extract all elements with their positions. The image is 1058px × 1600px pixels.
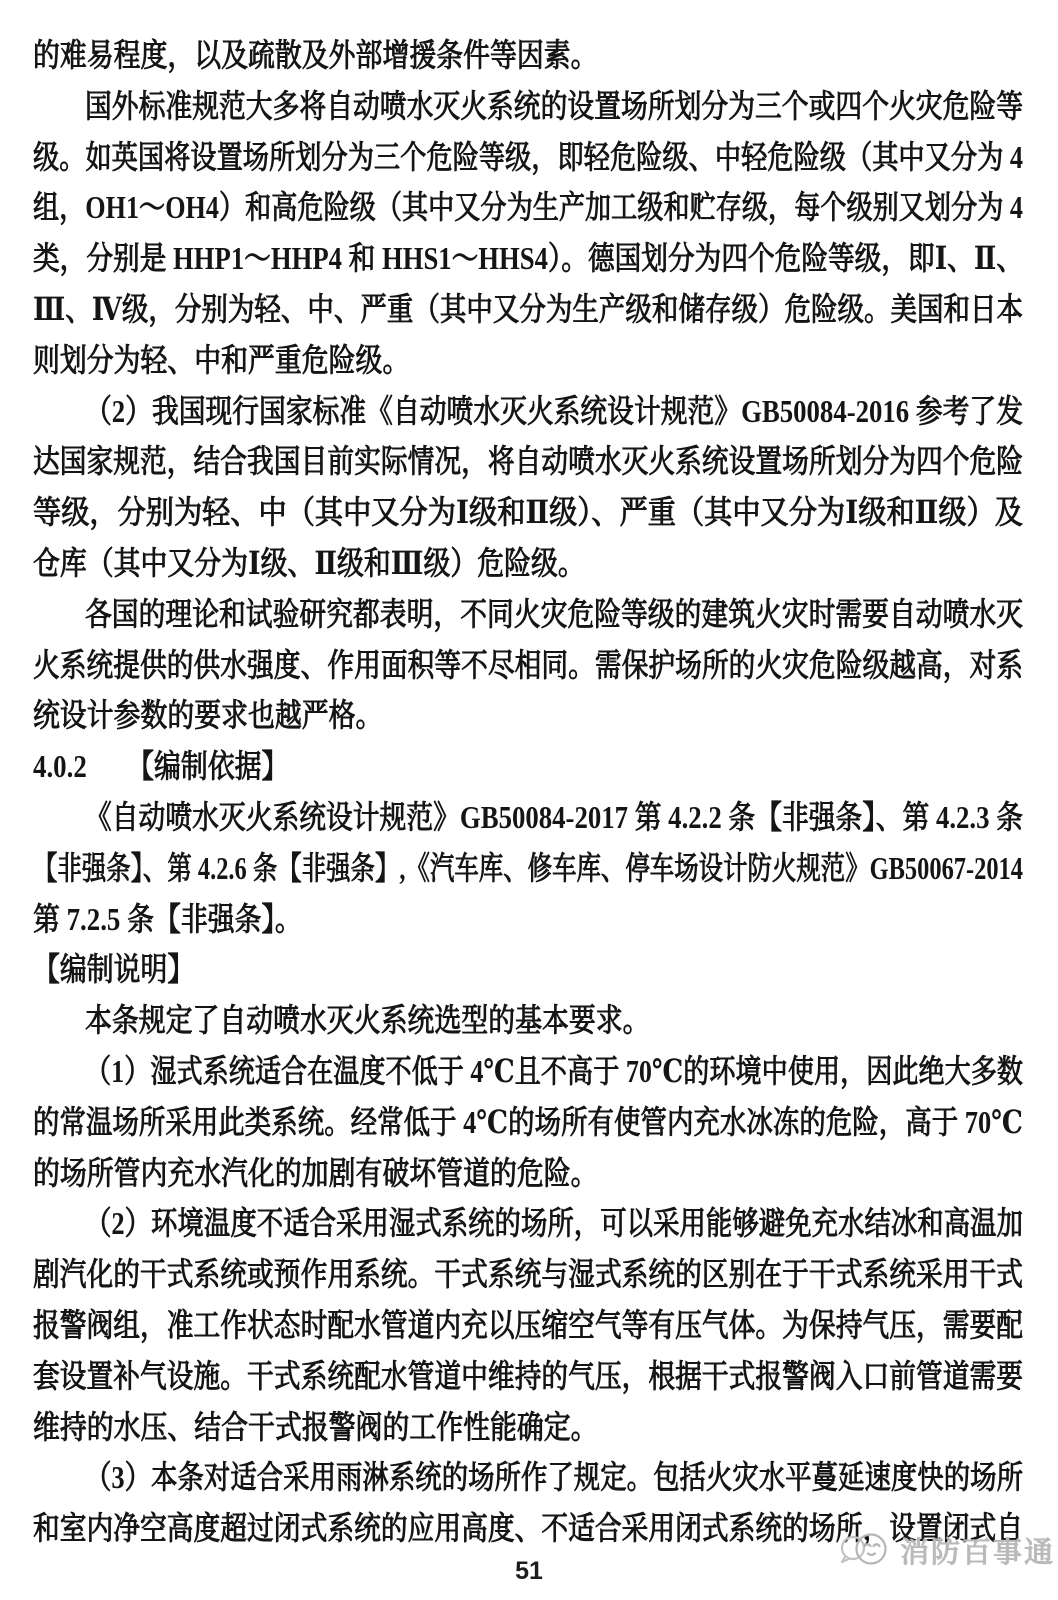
text-line (33, 1148, 1023, 1199)
text-line (33, 436, 1023, 487)
text-line (33, 132, 1023, 183)
text-line (33, 538, 1023, 589)
text-line (33, 284, 1023, 335)
text-line (33, 386, 1023, 437)
text-content (33, 30, 1023, 1554)
text-line-content: 维持的水压、结合干式报警阀的工作性能确定。 (33, 1408, 598, 1445)
text-line (33, 30, 1023, 81)
text-line (33, 1046, 1023, 1097)
text-line-content: 各国的理论和试验研究都表明，不同火灾危险等级的建筑火灾时需要自动喷水灭 (85, 595, 1023, 632)
text-line-content: 组，OH1～OH4）和高危险级（其中又分为生产加工级和贮存级，每个级别又划分为 4 (33, 189, 1023, 226)
text-line-content: 【非强条】、第 4.2.6 条【非强条】,《汽车库、修车库、停车场设计防火规范》GB50067-2014 (33, 849, 1023, 886)
text-line (33, 843, 1023, 894)
text-line-content: 达国家规范，结合我国目前实际情况，将自动喷水灭火系统设置场所划分为四个危险 (33, 443, 1023, 480)
text-line (33, 894, 1023, 945)
text-line-content: 【编制说明】 (33, 951, 195, 988)
text-line (33, 1300, 1023, 1351)
text-line-content: 第 7.2.5 条【非强条】。 (33, 900, 302, 937)
text-line (33, 741, 1023, 792)
text-line-content: 报警阀组，准工作状态时配水管道内充以压缩空气等有压气体。为保持气压，需要配 (33, 1306, 1023, 1343)
text-line-content: 4.0.2 【编制依据】 (33, 748, 289, 785)
text-line (33, 487, 1023, 538)
text-line-content: 套设置补气设施。干式系统配水管道中维持的气压，根据干式报警阀入口前管道需要 (33, 1357, 1023, 1394)
text-line (33, 233, 1023, 284)
text-line-content: （3）本条对适合采用雨淋系统的场所作了规定。包括火灾水平蔓延速度快的场所 (85, 1459, 1023, 1496)
text-line (33, 995, 1023, 1046)
watermark-text: 消防百事通 (900, 1536, 1056, 1569)
text-line (33, 690, 1023, 741)
text-line-content: 和室内净空高度超过闭式系统的应用高度、不适合采用闭式系统的场所，设置闭式自 (33, 1510, 1023, 1547)
text-line (33, 1452, 1023, 1503)
page-number: 51 (515, 1557, 543, 1585)
text-line-content: 等级，分别为轻、中（其中又分为Ⅰ级和Ⅱ级）、严重（其中又分为Ⅰ级和Ⅱ级）及 (33, 494, 1023, 531)
text-line-content: 剧汽化的干式系统或预作用系统。干式系统与湿式系统的区别在于干式系统采用干式 (33, 1256, 1023, 1293)
text-line-content: 火系统提供的供水强度、作用面积等不尽相同。需保护场所的火灾危险级越高，对系 (33, 646, 1023, 683)
text-line-content: 的场所管内充水汽化的加剧有破坏管道的危险。 (33, 1154, 598, 1191)
text-line-content: 的难易程度，以及疏散及外部增援条件等因素。 (33, 37, 598, 73)
text-line (33, 640, 1023, 691)
text-line (33, 1351, 1023, 1402)
text-line-content: 级。如英国将设置场所划分为三个危险等级，即轻危险级、中轻危险级（其中又分为 4 (33, 138, 1023, 175)
text-line (33, 1402, 1023, 1453)
text-line (33, 1097, 1023, 1148)
text-line (33, 944, 1023, 995)
text-line (33, 1198, 1023, 1249)
text-line (33, 182, 1023, 233)
text-line-content: （1）湿式系统适合在温度不低于 4℃且不高于 70℃的环境中使用，因此绝大多数 (85, 1052, 1023, 1089)
text-line-content: 国外标准规范大多将自动喷水灭火系统的设置场所划分为三个或四个火灾危险等 (85, 87, 1023, 124)
text-line-content: Ⅲ、Ⅳ级，分别为轻、中、严重（其中又分为生产级和储存级）危险级。美国和日本 (33, 290, 1023, 327)
text-line (33, 792, 1023, 843)
text-line (33, 1503, 1023, 1554)
text-line-content: （2）我国现行国家标准《自动喷水灭火系统设计规范》GB50084-2016 参考了发 (85, 392, 1023, 429)
text-line (33, 335, 1023, 386)
text-line-content: 统设计参数的要求也越严格。 (33, 697, 383, 734)
text-line-content: 则划分为轻、中和严重危险级。 (33, 341, 410, 378)
text-line-content: 的常温场所采用此类系统。经常低于 4℃的场所有使管内充水冰冻的危险，高于 70℃ (33, 1103, 1023, 1140)
text-line-content: 《自动喷水灭火系统设计规范》GB50084-2017 第 4.2.2 条【非强条】、第 4.2.3 条 (85, 798, 1023, 835)
text-line (33, 81, 1023, 132)
text-line-content: 仓库（其中又分为Ⅰ级、Ⅱ级和Ⅲ级）危险级。 (33, 544, 585, 581)
text-line-content: 本条规定了自动喷水灭火系统选型的基本要求。 (85, 1002, 650, 1039)
text-line-content: （2）环境温度不适合采用湿式系统的场所，可以采用能够避免充水结冰和高温加 (85, 1205, 1023, 1242)
text-line-content: 类，分别是 HHP1～HHP4 和 HHS1～HHS4）。德国划分为四个危险等级，即Ⅰ、Ⅱ、 (33, 240, 1023, 277)
text-line (33, 589, 1023, 640)
text-line (33, 1249, 1023, 1300)
